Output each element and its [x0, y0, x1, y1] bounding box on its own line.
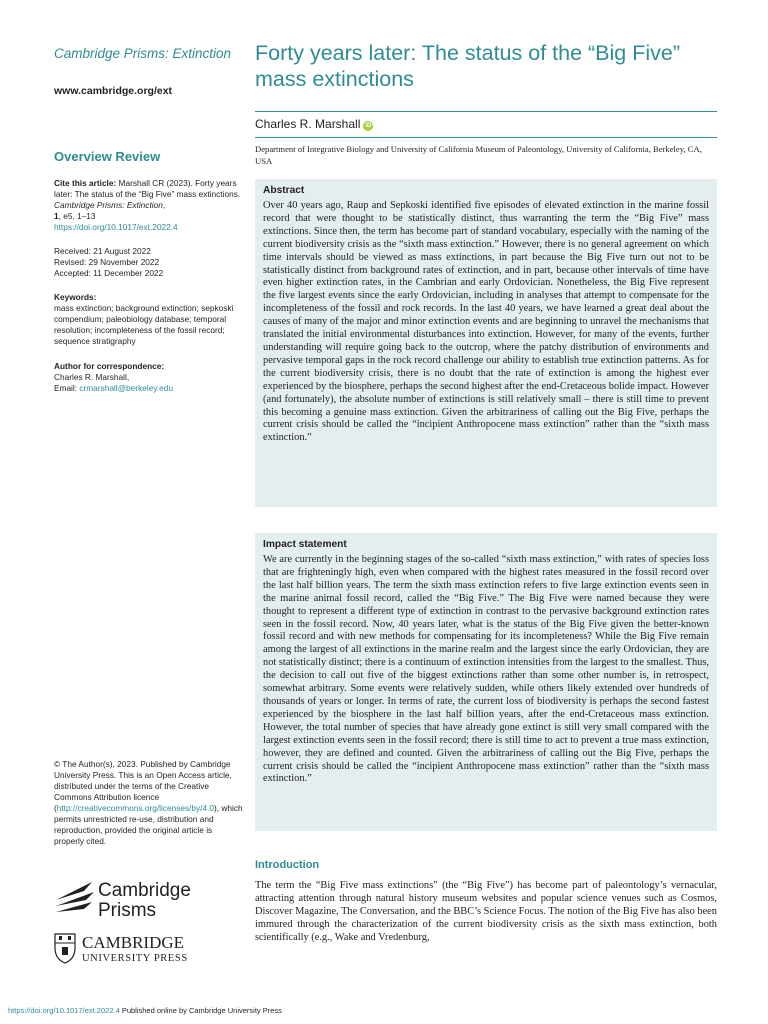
- author-divider: [255, 137, 717, 138]
- orcid-icon[interactable]: iD: [365, 123, 372, 129]
- email-label: Email:: [54, 383, 80, 393]
- cup-logo-line2: UNIVERSITY PRESS: [82, 953, 188, 964]
- license-link[interactable]: http://creativecommons.org/licenses/by/4.0: [56, 803, 215, 813]
- article-title: Forty years later: The status of the “Big Five” mass extinctions: [255, 41, 680, 91]
- abstract-heading: Abstract: [263, 185, 305, 196]
- journal-name: Cambridge Prisms: Extinction: [54, 46, 232, 61]
- keywords-text: mass extinction; background extinction; sepkoski compendium; paleobiology database; temporal resolution; incompleteness of the fossil record; sequence stratigraphy: [54, 303, 234, 346]
- prisms-logo-line1: Cambridge: [98, 880, 191, 901]
- cite-volume: 1: [54, 211, 59, 221]
- footer-doi-link[interactable]: https://doi.org/10.1017/ext.2022.4: [8, 1006, 120, 1015]
- impact-text: We are currently in the beginning stages of the so-called “sixth mass extinction,” with rates of species loss that are frighteningly high, even when compared with the highest rates measured in the fossil record over the last half billion years. The term the sixth mass extinction refers to five large extinction events seen in the marine animal fossil record, called the “Big Five.” The Big Five were named because they were thought to represent a different type of extinction in contrast to the pervasive background extinction rates seen in the fossil record. Now, 40 years later, what is the status of the Big Five given the better-known fossil record and with new methods for compensating for its incompleteness? While the Big Five remain among the largest of all extinctions in the marine realm and the largest since the early Ordovician, they are not statistically distinct; there is a continuum of extinction intensities from the largest to the smallest. Thus, the decision to call out five of the biggest extinctions rather than some other number is, in retrospect, somewhat arbitrary. Some events were relatively sudden, while others likely extended over hundreds of thousands of years or longer. In terms of rate, the current loss of biodiversity is perhaps the second fastest experienced by the biosphere in the last half billion years, after the end-Cretaceous mass extinction. However, the total number of species that have already gone extinct is still very small compared with the largest extinction events seen in the fossil record; there is still time to act to prevent a true mass extinction, however, they are defined and counted. Given the arbitrariness of calling out the Big Five, perhaps the current crisis should be called the “incipient Anthropocene mass extinction” rather than the “sixth mass extinction.”: [263, 554, 709, 785]
- author-line: [255, 117, 373, 131]
- prisms-mark-icon: [56, 882, 94, 912]
- journal-website[interactable]: www.cambridge.org/ext: [54, 85, 173, 97]
- accepted-date: Accepted: 11 December 2022: [54, 268, 164, 278]
- cite-pages: , e5, 1–13: [58, 211, 96, 221]
- affiliation: Department of Integrative Biology and University of California Museum of Paleontology, University of California, Berkeley, CA, USA: [255, 144, 702, 166]
- citation-block: Cite this article: Marshall CR (2023). Forty years later: The status of the “Big Five” mass extinctions. Cambridge Prisms: Extinction, 1, e5, 1–13 https://doi.org/10.1017/ext.2022.4: [54, 178, 241, 232]
- cambridge-university-press-logo: [54, 932, 244, 964]
- email-link[interactable]: crmarshall@berkeley.edu: [79, 383, 173, 393]
- received-date: Received: 21 August 2022: [54, 246, 151, 256]
- keywords-label: Keywords:: [54, 292, 97, 302]
- introduction-text: The term the “Big Five mass extinctions” (the “Big Five”) has become part of paleontology’s vernacular, attracting attention through natural history museum websites and popular science venues such as Cosmos, Discover Magazine, The Conversation, and the BBC’s Science Focus. The notion of the Big Five has also been immured through the characterization of the current biodiversity crisis as the sixth mass extinction, both scientifically (e.g., Wake and Vredenburg,: [255, 880, 717, 943]
- cite-journal: Cambridge Prisms: Extinction: [54, 200, 163, 210]
- introduction-heading: Introduction: [255, 859, 320, 871]
- cite-label: Cite this article:: [54, 178, 117, 188]
- footer-text: Published online by Cambridge University Press: [119, 1006, 282, 1015]
- license-text-after: ), which permits unrestricted re-use, distribution and reproduction, provided the original article is properly cited.: [54, 803, 243, 846]
- dates-block: [54, 246, 244, 279]
- author-name: Charles R. Marshall: [255, 117, 361, 131]
- correspondence-name: Charles R. Marshall,: [54, 372, 130, 382]
- cite-text: Marshall CR (2023). Forty years later: The status of the “Big Five” mass extinctions.: [54, 178, 241, 199]
- license-text-before: © The Author(s), 2023. Published by Cambridge University Press. This is an Open Access article, distributed under the terms of the Creative Commons Attribution licence (: [54, 759, 232, 813]
- correspondence-block: [54, 361, 244, 394]
- keywords-block: [54, 292, 244, 347]
- impact-heading: Impact statement: [263, 539, 347, 550]
- prisms-logo-line2: Prisms: [98, 900, 157, 920]
- title-divider: [255, 111, 717, 112]
- abstract-text: Over 40 years ago, Raup and Sepkoski identified five episodes of elevated extinction in the marine fossil record that were thought to be statistically distinct, thus warranting the term the “Big Five” mass extinctions. Since then, the term has become part of standard vocabulary, especially with the naming of the current biodiversity crisis as the “sixth mass extinction.” However, there is no general agreement on which time intervals should be viewed as mass extinctions, in part because the Big Five turn out not to be statistically distinct from background rates of extinction, and in part, because other intervals of time have even higher extinction rates, in the Cambrian and early Ordovician. Nonetheless, the Big Five represent the five largest events since the early Ordovician, including in analyses that attempt to compensate for the incompleteness of the fossil and rock records. In the last 40 years, we have learned a great deal about the causes of many of the major and minor extinction events and are beginning to unravel the mechanisms that translated the initial environmental disturbances into extinction. However, for many of the events, further understanding will require going back to the outcrop, where the patchy distribution of environments and pervasive temporal gaps in the rock record challenge our ability to establish true extinction patterns. As for the current biodiversity crisis, there is no doubt that the rate of extinction is among the highest ever experienced by the biosphere, perhaps the second highest after the end-Cretaceous bolide impact. However (and fortunately), the absolute number of extinctions is still relatively small – there is still time to prevent this becoming a genuine mass extinction. Given the arbitrariness of calling out the Big Five, perhaps the current crisis should be called the “incipient Anthropocene mass extinction” rather than the “sixth mass extinction.”: [263, 200, 709, 444]
- cup-logo-line1: CAMBRIDGE: [82, 933, 185, 952]
- cambridge-prisms-logo: [54, 876, 244, 920]
- revised-date: Revised: 29 November 2022: [54, 257, 160, 267]
- crest-icon: [55, 934, 75, 963]
- license-block: [54, 759, 244, 847]
- correspondence-label: Author for correspondence:: [54, 361, 165, 371]
- cite-doi-link[interactable]: https://doi.org/10.1017/ext.2022.4: [54, 222, 178, 232]
- page-footer: [8, 1006, 282, 1015]
- article-type: Overview Review: [54, 149, 161, 164]
- impact-statement-box: [255, 533, 717, 831]
- abstract-box: [255, 179, 717, 507]
